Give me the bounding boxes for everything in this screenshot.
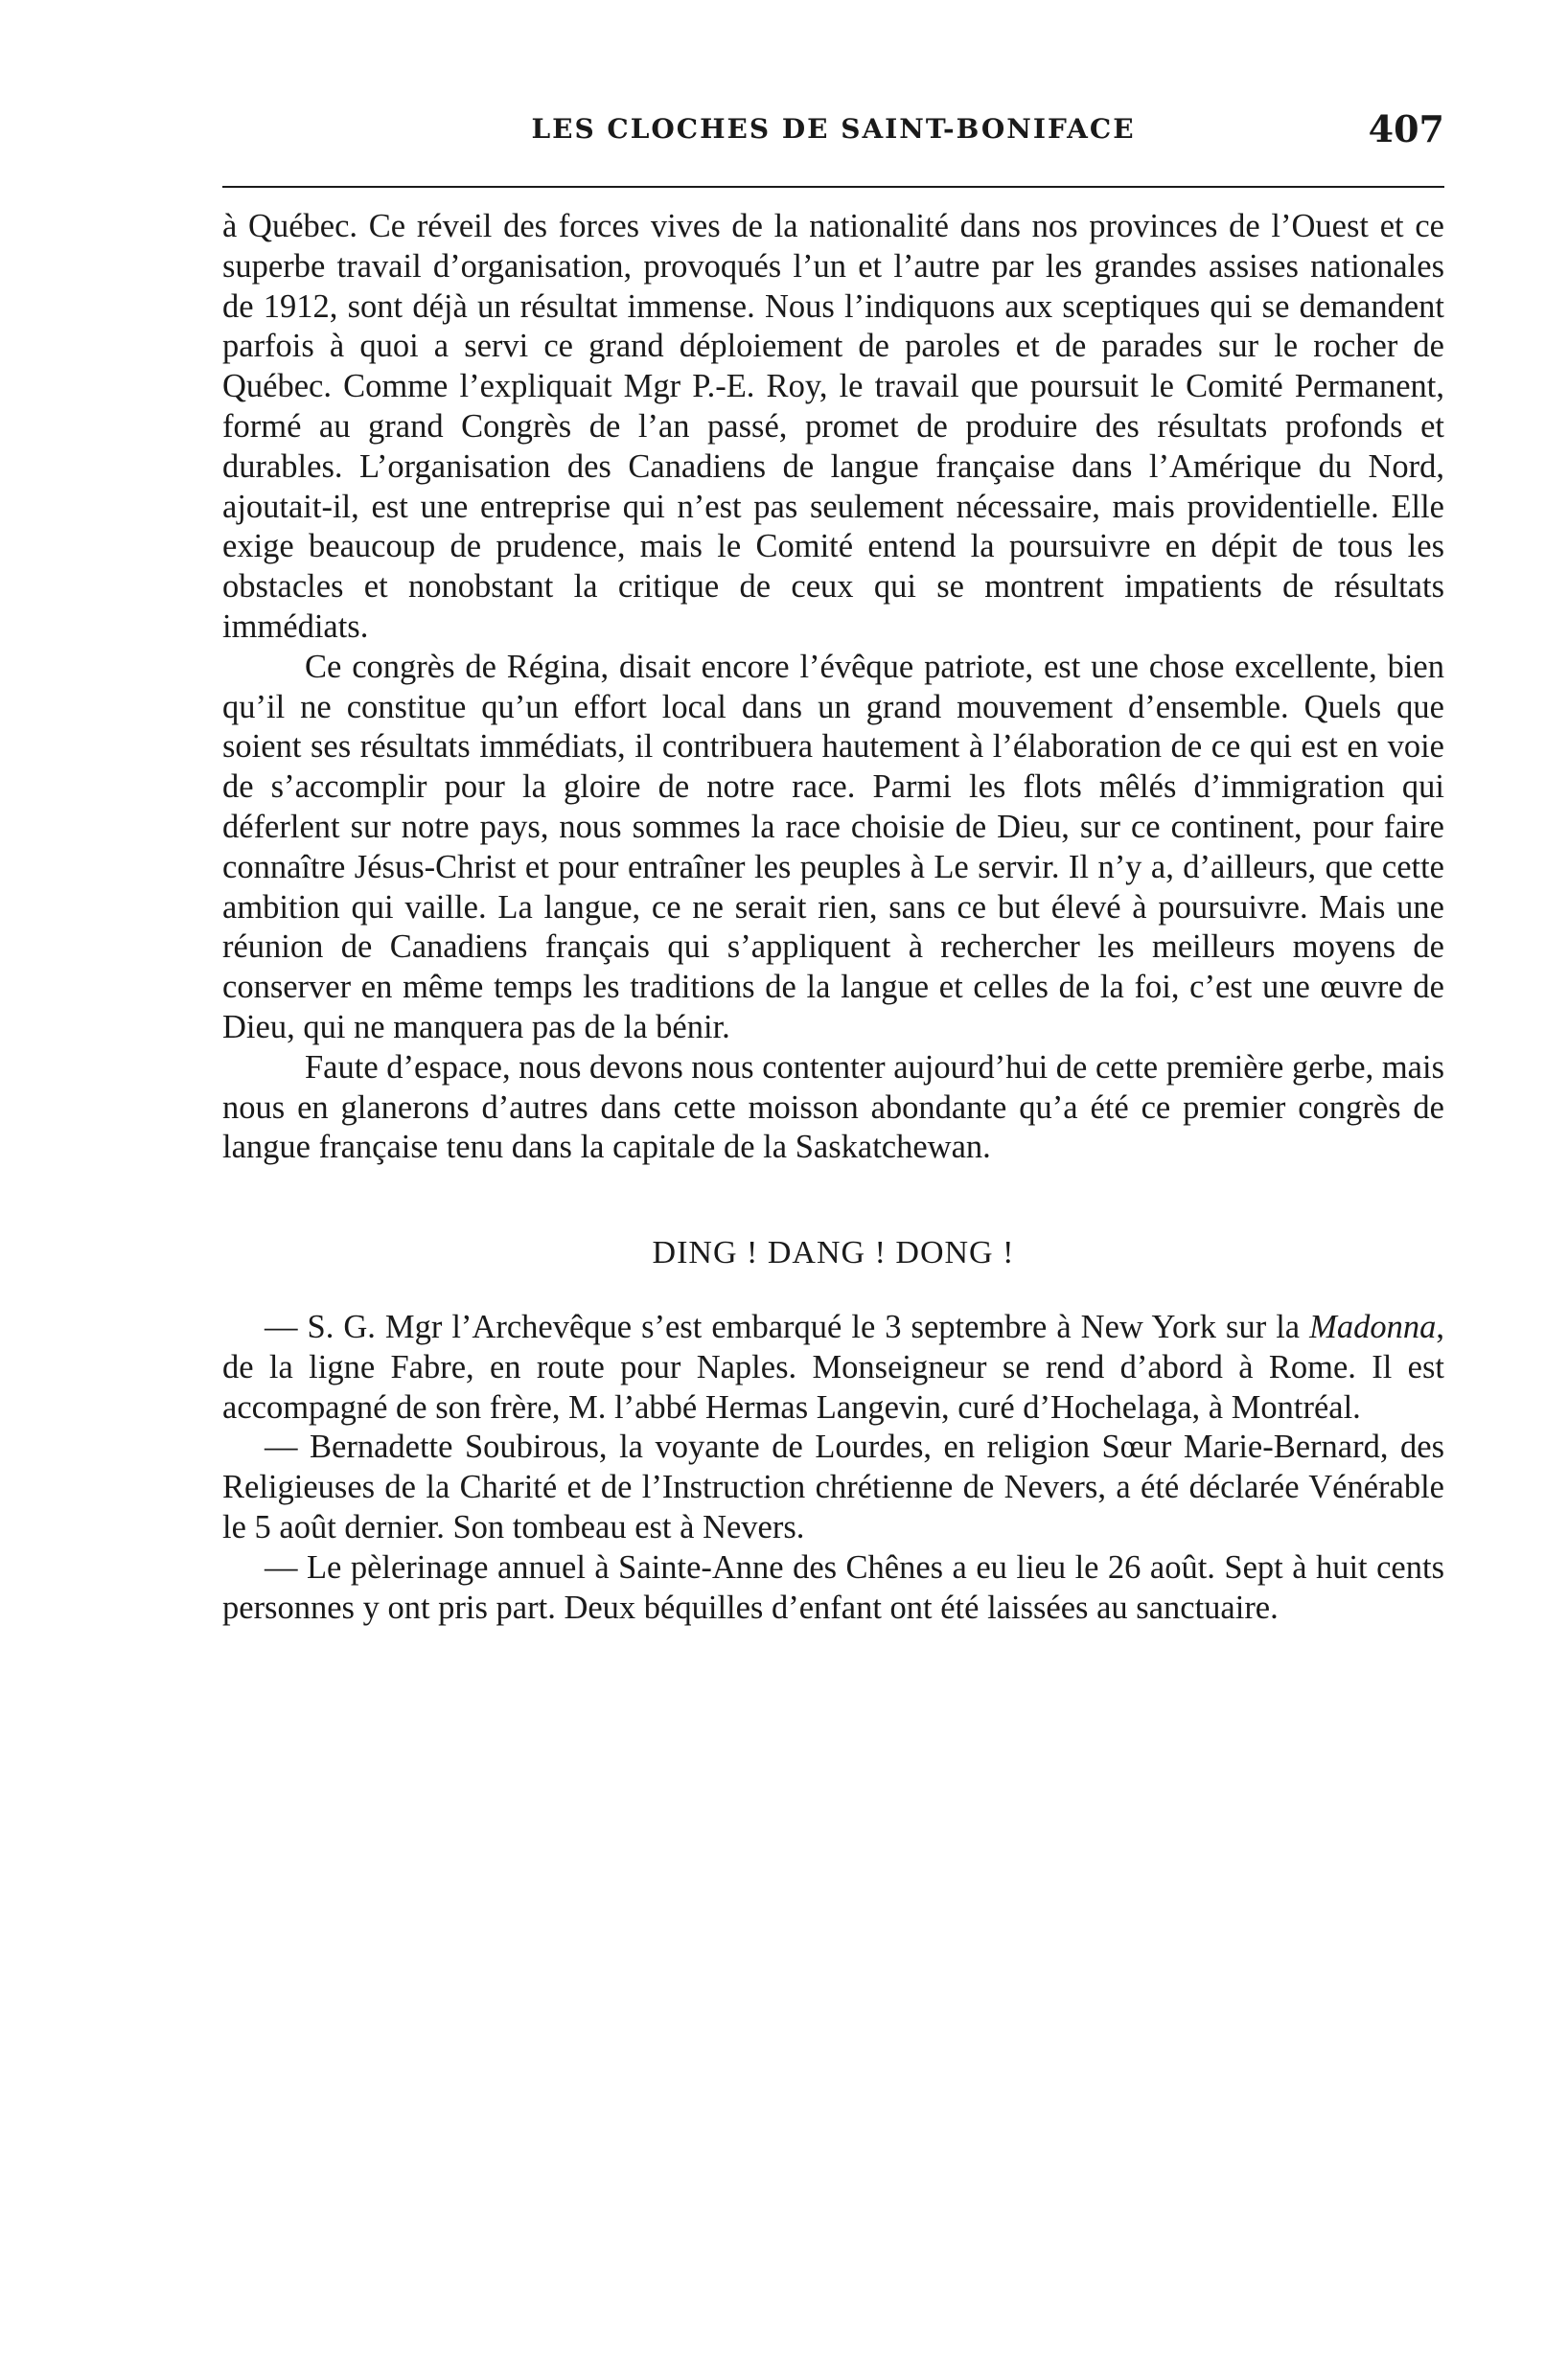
news-item-archbishop	[222, 1308, 1444, 1428]
running-head	[222, 107, 1444, 165]
ship-name: Madonna	[1309, 1308, 1437, 1345]
header-rule	[222, 186, 1444, 188]
section-heading: DING ! DANG ! DONG !	[652, 1235, 1015, 1271]
page-body	[222, 207, 1444, 1628]
news-item-bernadette: — Bernadette Soubirous, la voyante de Lourdes, en religion Sœur Marie-Bernard, des Religieuses de la Charité et de l’Instruction chrétienne de Nevers, a été déclarée Vénérable le 5 août dernier. Son tombeau est à Nevers.	[222, 1429, 1444, 1545]
news-item-pilgrimage: — Le pèlerinage annuel à Sainte-Anne des Chênes a eu lieu le 26 août. Sept à huit cents personnes y ont pris part. Deux béquilles d’enfant ont été laissées au sanctuaire.	[222, 1548, 1444, 1626]
paragraph-continuation: à Québec. Ce réveil des forces vives de la nationalité dans nos provinces de l’Ouest et ce superbe travail d’organisation, provoqués l’un et l’autre par les grandes assises nationales de 1912, sont déjà un résultat immense. Nous l’indiquons aux sceptiques qui se demandent parfois à quoi a servi ce grand déploiement de paroles et de parades sur le rocher de Québec. Comme l’expliquait Mgr P.-E. Roy, le travail que poursuit le Comité Permanent, formé au grand Congrès de l’an passé, promet de produire des résultats profonds et durables. L’organisation des Canadiens de langue française dans l’Amérique du Nord, ajoutait-il, est une entreprise qui n’est pas seulement nécessaire, mais providentielle. Elle exige beaucoup de prudence, mais le Comité entend la poursuivre en dépit de tous les obstacles et nonobstant la critique de ceux qui se montrent impatients de résultats immédiats.	[222, 208, 1444, 645]
news-item-text: , de la ligne Fabre, en route pour Naples. Monseigneur se rend d’abord à Rome. Il est accompagné de son frère, M. l’abbé Hermas Langevin, curé d’Hochelaga, à Montréal.	[222, 1308, 1444, 1426]
page-number: 407	[1368, 107, 1444, 150]
news-list	[222, 1308, 1444, 1628]
paragraph-bishop-quote: Ce congrès de Régina, disait encore l’évêque patriote, est une chose excellente, bien qu’il ne constitue qu’un effort local dans un grand mouvement d’ensemble. Quels que soient ses résultats immédiats, il contribuera hautement à l’élaboration de ce qui est en voie de s’accomplir pour la gloire de notre race. Parmi les flots mêlés d’immigration qui déferlent sur notre pays, nous sommes la race choisie de Dieu, sur ce continent, pour faire connaître Jésus-Christ et pour entraîner les peuples à Le servir. Il n’y a, d’ailleurs, que cette ambition qui vaille. La langue, ce ne serait rien, sans ce but élevé à poursuivre. Mais une réunion de Canadiens français qui s’appliquent à rechercher les meilleurs moyens de conserver en même temps les traditions de la langue et celles de la foi, c’est une œuvre de Dieu, qui ne manquera pas de la bénir.	[222, 648, 1444, 1045]
news-item-text: — S. G. Mgr l’Archevêque s’est embarqué le 3 septembre à New York sur la	[265, 1308, 1310, 1345]
paragraph-conclusion: Faute d’espace, nous devons nous contenter aujourd’hui de cette première gerbe, mais nous en glanerons d’autres dans cette moisson abondante qu’a été ce premier congrès de langue française tenu dans la capitale de la Saskatchewan.	[222, 1048, 1444, 1166]
running-title: LES CLOCHES DE SAINT-BONIFACE	[531, 113, 1136, 145]
